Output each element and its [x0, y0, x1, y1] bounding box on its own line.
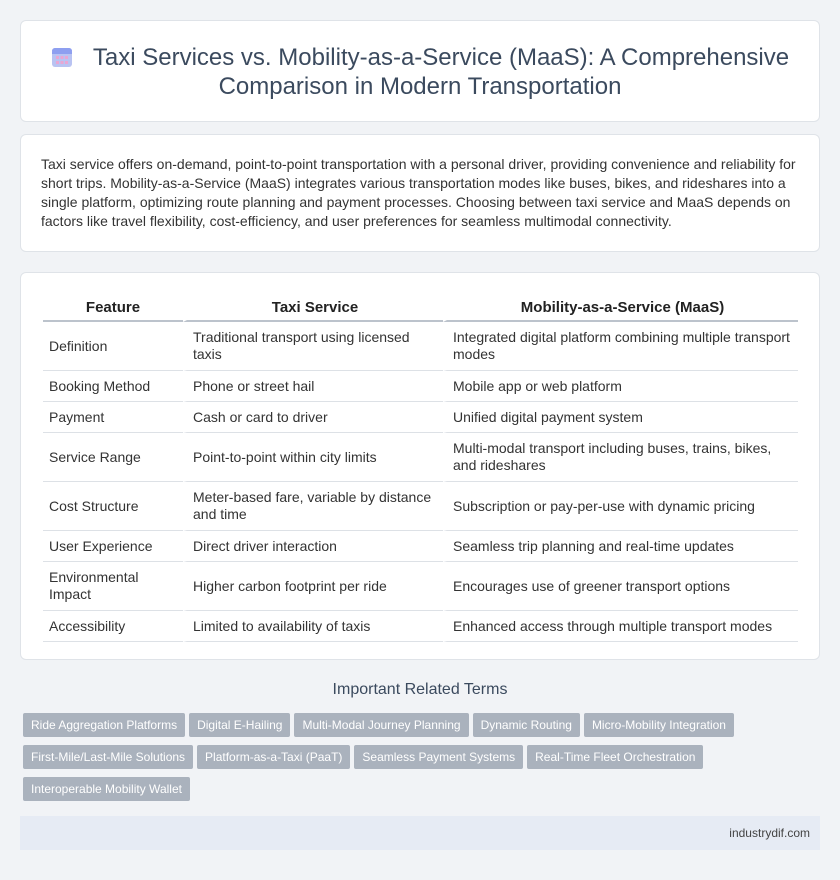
row-maas: Unified digital payment system: [443, 402, 798, 433]
row-taxi: Phone or street hail: [183, 371, 443, 402]
row-taxi: Meter-based fare, variable by distance and time: [183, 482, 443, 531]
row-taxi: Limited to availability of taxis: [183, 611, 443, 642]
related-term-tag[interactable]: Micro-Mobility Integration: [584, 713, 734, 737]
related-terms-list: [23, 713, 813, 809]
row-feature: Accessibility: [43, 611, 183, 642]
table-row: [43, 562, 798, 611]
related-terms-title: Important Related Terms: [332, 681, 508, 698]
table-row: [43, 611, 798, 642]
related-term-tag[interactable]: Real-Time Fleet Orchestration: [527, 745, 703, 769]
table-row: [43, 482, 798, 531]
page-title: [21, 43, 819, 101]
row-feature: Cost Structure: [43, 482, 183, 531]
row-feature: Definition: [43, 322, 183, 371]
related-term-tag[interactable]: Dynamic Routing: [473, 713, 580, 737]
row-taxi: Higher carbon footprint per ride: [183, 562, 443, 611]
footer: [20, 816, 820, 850]
row-maas: Enhanced access through multiple transport modes: [443, 611, 798, 642]
row-taxi: Traditional transport using licensed taxis: [183, 322, 443, 371]
footer-site-link[interactable]: industrydif.com: [729, 826, 810, 840]
row-maas: Subscription or pay-per-use with dynamic pricing: [443, 482, 798, 531]
table-row: [43, 402, 798, 433]
row-feature: Booking Method: [43, 371, 183, 402]
row-maas: Multi-modal transport including buses, trains, bikes, and rideshares: [443, 433, 798, 482]
table-row: [43, 371, 798, 402]
title-line-2: Comparison in Modern Transportation: [218, 73, 622, 100]
intro-card: [20, 134, 820, 252]
calendar-icon: [51, 46, 73, 68]
related-term-tag[interactable]: Ride Aggregation Platforms: [23, 713, 185, 737]
related-term-tag[interactable]: Platform-as-a-Taxi (PaaT): [197, 745, 350, 769]
intro-paragraph: Taxi service offers on-demand, point-to-point transportation with a personal driver, providing convenience and reliability for short trips. Mobility-as-a-Service (MaaS) integrates various transportation modes like buses, bikes, and rideshares into a single platform, optimizing route planning and payment processes. Choosing between taxi service and MaaS depends on factors like travel flexibility, cost-efficiency, and user preferences for seamless multimodal connectivity.: [41, 156, 796, 229]
row-feature: Payment: [43, 402, 183, 433]
table-header-row: [43, 295, 798, 322]
related-term-tag[interactable]: Seamless Payment Systems: [354, 745, 523, 769]
table-row: [43, 322, 798, 371]
header-feature: Feature: [43, 295, 183, 322]
related-term-tag[interactable]: Interoperable Mobility Wallet: [23, 777, 190, 801]
related-term-tag[interactable]: Multi-Modal Journey Planning: [294, 713, 468, 737]
table-row: [43, 531, 798, 562]
related-term-tag[interactable]: First-Mile/Last-Mile Solutions: [23, 745, 193, 769]
related-term-tag[interactable]: Digital E-Hailing: [189, 713, 290, 737]
header-taxi: Taxi Service: [183, 295, 443, 322]
row-feature: Environmental Impact: [43, 562, 183, 611]
row-maas: Integrated digital platform combining multiple transport modes: [443, 322, 798, 371]
row-taxi: Point-to-point within city limits: [183, 433, 443, 482]
table-row: [43, 433, 798, 482]
row-feature: User Experience: [43, 531, 183, 562]
header-maas: Mobility-as-a-Service (MaaS): [443, 295, 798, 322]
row-maas: Encourages use of greener transport options: [443, 562, 798, 611]
row-feature: Service Range: [43, 433, 183, 482]
comparison-card: [20, 272, 820, 660]
row-taxi: Direct driver interaction: [183, 531, 443, 562]
header-card: [20, 20, 820, 122]
title-line-1: Taxi Services vs. Mobility-as-a-Service (MaaS): A Comprehensive: [92, 44, 790, 71]
row-maas: Seamless trip planning and real-time updates: [443, 531, 798, 562]
row-maas: Mobile app or web platform: [443, 371, 798, 402]
comparison-table: [43, 295, 798, 642]
row-taxi: Cash or card to driver: [183, 402, 443, 433]
